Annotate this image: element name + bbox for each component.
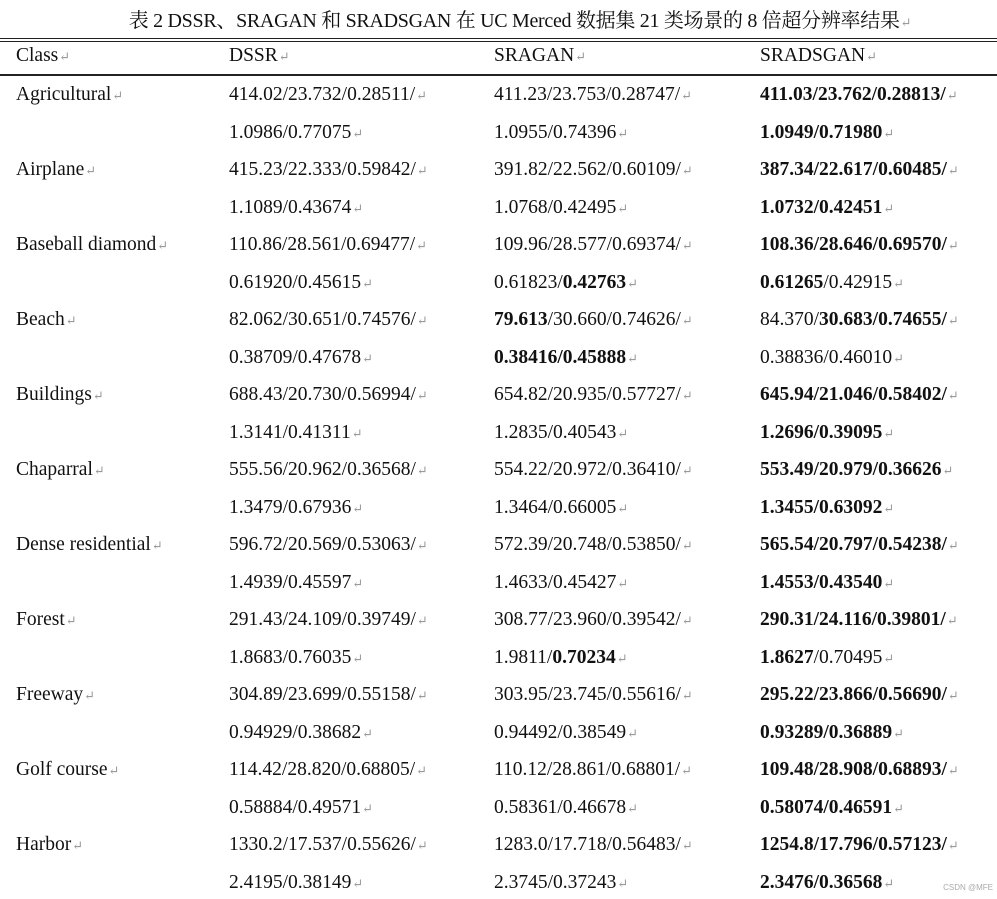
value: 411.23/23.753/0.28747/ [494, 84, 681, 105]
value: 110.86/28.561/0.69477/ [229, 234, 416, 255]
sragan-cell-line-1 [494, 84, 692, 106]
top-rule-double [0, 41, 997, 42]
value: /30.660/0.74626/ [547, 309, 681, 330]
value: 114.42/28.820/0.68805/ [229, 759, 416, 780]
value: /0.42915 [823, 271, 893, 293]
value: 391.82/22.562/0.60109/ [494, 159, 681, 180]
best-value: 1.4553/0.43540 [760, 571, 883, 593]
best-value: 1.0949/0.71980 [760, 121, 883, 143]
value: 1.2835/0.40543 [494, 421, 617, 443]
dssr-cell-line-2 [229, 572, 363, 594]
value: 0.58361/0.46678 [494, 796, 627, 818]
sradsgan-cell-line-2 [760, 347, 904, 369]
best-value: 565.54/20.797/0.54238/ [760, 534, 947, 555]
best-value: 1.0732/0.42451 [760, 196, 883, 218]
class-label: Golf course ↵ [16, 759, 119, 781]
dssr-cell-line-1 [229, 609, 428, 631]
watermark: CSDN @MFE [943, 883, 993, 892]
value: 1.8683/0.76035 [229, 646, 352, 668]
dssr-cell-line-1 [229, 159, 428, 181]
sragan-cell-line-1 [494, 534, 693, 556]
sradsgan-cell-line-2 [760, 722, 904, 744]
sradsgan-cell-line-1 [760, 309, 959, 331]
dssr-cell-line-2 [229, 272, 373, 294]
header-dssr: DSSR ↵ [229, 45, 290, 67]
header-rule [0, 74, 997, 76]
sradsgan-cell-line-1 [760, 684, 959, 706]
dssr-cell-line-2 [229, 197, 363, 219]
dssr-cell-line-2 [229, 422, 363, 444]
class-label: Buildings ↵ [16, 384, 104, 406]
sragan-cell-line-2 [494, 872, 628, 894]
sragan-cell-line-1 [494, 759, 692, 781]
value: 1.0955/0.74396 [494, 121, 617, 143]
sragan-cell-line-2 [494, 422, 628, 444]
sragan-cell-line-2 [494, 722, 638, 744]
best-value: 108.36/28.646/0.69570/ [760, 234, 947, 255]
class-label: Baseball diamond ↵ [16, 234, 168, 256]
best-value: 0.61265 [760, 271, 824, 293]
sradsgan-cell-line-2 [760, 272, 904, 294]
value: 304.89/23.699/0.55158/ [229, 684, 416, 705]
dssr-cell-line-1 [229, 759, 427, 781]
best-value: 0.93289/0.36889 [760, 721, 893, 743]
header-sragan: SRAGAN ↵ [494, 45, 586, 67]
best-value: 2.3476/0.36568 [760, 871, 883, 893]
best-value: 290.31/24.116/0.39801/ [760, 609, 946, 630]
value: 1283.0/17.718/0.56483/ [494, 834, 681, 855]
sragan-cell-line-1 [494, 609, 693, 631]
class-label: Beach ↵ [16, 309, 77, 331]
sradsgan-cell-line-2 [760, 497, 894, 519]
value: 414.02/23.732/0.28511/ [229, 84, 416, 105]
dssr-cell-line-2 [229, 122, 363, 144]
sradsgan-cell-line-1 [760, 459, 953, 481]
value: 84.370/ [760, 309, 820, 330]
dssr-cell-line-2 [229, 647, 363, 669]
sradsgan-cell-line-2 [760, 797, 904, 819]
sragan-cell-line-2 [494, 347, 638, 369]
best-value: 645.94/21.046/0.58402/ [760, 384, 947, 405]
sradsgan-cell-line-1 [760, 834, 959, 856]
class-label: Harbor ↵ [16, 834, 83, 856]
sradsgan-cell-line-2 [760, 122, 894, 144]
value: 2.3745/0.37243 [494, 871, 617, 893]
header-class: Class ↵ [16, 45, 70, 67]
sragan-cell-line-1 [494, 834, 693, 856]
value: 0.38836/0.46010 [760, 346, 893, 368]
value: 1.9811/ [494, 646, 553, 668]
dssr-cell-line-2 [229, 872, 363, 894]
dssr-cell-line-1 [229, 534, 428, 556]
value: 82.062/30.651/0.74576/ [229, 309, 416, 330]
sragan-cell-line-2 [494, 497, 628, 519]
best-value: 411.03/23.762/0.28813/ [760, 84, 946, 105]
value: 1.4633/0.45427 [494, 571, 617, 593]
value: 308.77/23.960/0.39542/ [494, 609, 681, 630]
sradsgan-cell-line-2 [760, 647, 894, 669]
value: 555.56/20.962/0.36568/ [229, 459, 416, 480]
sragan-cell-line-1 [494, 684, 693, 706]
sragan-cell-line-2 [494, 572, 628, 594]
dssr-cell-line-1 [229, 684, 428, 706]
sradsgan-cell-line-2 [760, 197, 894, 219]
dssr-cell-line-2 [229, 497, 363, 519]
header-sradsgan: SRADSGAN ↵ [760, 45, 877, 67]
value: 415.23/22.333/0.59842/ [229, 159, 416, 180]
sragan-cell-line-2 [494, 197, 628, 219]
sradsgan-cell-line-1 [760, 609, 958, 631]
value: 0.58884/0.49571 [229, 796, 362, 818]
class-label: Chaparral ↵ [16, 459, 105, 481]
class-label: Agricultural ↵ [16, 84, 123, 106]
sradsgan-cell-line-1 [760, 759, 959, 781]
best-value: 1254.8/17.796/0.57123/ [760, 834, 947, 855]
class-label: Freeway ↵ [16, 684, 95, 706]
dssr-cell-line-1 [229, 459, 428, 481]
sragan-cell-line-1 [494, 234, 693, 256]
sragan-cell-line-2 [494, 272, 638, 294]
best-value: 1.8627 [760, 646, 814, 668]
sradsgan-cell-line-1 [760, 84, 958, 106]
value: 0.38709/0.47678 [229, 346, 362, 368]
sradsgan-cell-line-2 [760, 422, 894, 444]
value: 688.43/20.730/0.56994/ [229, 384, 416, 405]
best-value: 387.34/22.617/0.60485/ [760, 159, 947, 180]
dssr-cell-line-2 [229, 347, 373, 369]
value: 1.4939/0.45597 [229, 571, 352, 593]
table-title: 表 2 DSSR、SRAGAN 和 SRADSGAN 在 UC Merced 数据集 21 类场景的 8 倍超分辨率结果 ↵ [0, 4, 997, 33]
value: 554.22/20.972/0.36410/ [494, 459, 681, 480]
value: 1330.2/17.537/0.55626/ [229, 834, 416, 855]
value: 1.0986/0.77075 [229, 121, 352, 143]
dssr-cell-line-1 [229, 234, 427, 256]
dssr-cell-line-1 [229, 384, 428, 406]
value: 110.12/28.861/0.68801/ [494, 759, 681, 780]
best-value: 0.58074/0.46591 [760, 796, 893, 818]
value: 303.95/23.745/0.55616/ [494, 684, 681, 705]
best-value: 79.613 [494, 309, 548, 330]
dssr-cell-line-1 [229, 309, 428, 331]
sradsgan-cell-line-1 [760, 159, 959, 181]
best-value: 0.70234 [552, 646, 616, 668]
sragan-cell-line-2 [494, 122, 628, 144]
best-value: 30.683/0.74655/ [819, 309, 947, 330]
best-value: 1.3455/0.63092 [760, 496, 883, 518]
value: 291.43/24.109/0.39749/ [229, 609, 416, 630]
sragan-cell-line-2 [494, 797, 638, 819]
sragan-cell-line-2 [494, 647, 628, 669]
best-value: 295.22/23.866/0.56690/ [760, 684, 947, 705]
value: 2.4195/0.38149 [229, 871, 352, 893]
sragan-cell-line-1 [494, 159, 693, 181]
best-value: 1.2696/0.39095 [760, 421, 883, 443]
top-rule [0, 38, 997, 39]
sradsgan-cell-line-1 [760, 534, 959, 556]
best-value: 109.48/28.908/0.68893/ [760, 759, 947, 780]
value: 1.3141/0.41311 [229, 421, 351, 443]
value: 0.61823/ [494, 271, 563, 293]
dssr-cell-line-1 [229, 84, 427, 106]
value: 0.61920/0.45615 [229, 271, 362, 293]
sradsgan-cell-line-2 [760, 572, 894, 594]
sragan-cell-line-1 [494, 384, 693, 406]
best-value: 0.42763 [562, 271, 627, 293]
sradsgan-cell-line-1 [760, 384, 959, 406]
value: 596.72/20.569/0.53063/ [229, 534, 416, 555]
value: 1.3464/0.66005 [494, 496, 617, 518]
class-label: Forest ↵ [16, 609, 77, 631]
dssr-cell-line-2 [229, 797, 373, 819]
dssr-cell-line-1 [229, 834, 428, 856]
value: 654.82/20.935/0.57727/ [494, 384, 681, 405]
value: 572.39/20.748/0.53850/ [494, 534, 681, 555]
value: 0.94492/0.38549 [494, 721, 627, 743]
best-value: 553.49/20.979/0.36626 [760, 459, 942, 480]
value: /0.70495 [813, 646, 883, 668]
class-label: Dense residential ↵ [16, 534, 163, 556]
sradsgan-cell-line-1 [760, 234, 959, 256]
value: 109.96/28.577/0.69374/ [494, 234, 681, 255]
sragan-cell-line-1 [494, 459, 693, 481]
value: 1.3479/0.67936 [229, 496, 352, 518]
best-value: 0.38416/0.45888 [494, 346, 627, 368]
sradsgan-cell-line-2 [760, 872, 894, 894]
class-label: Airplane ↵ [16, 159, 96, 181]
value: 1.0768/0.42495 [494, 196, 617, 218]
dssr-cell-line-2 [229, 722, 373, 744]
sragan-cell-line-1 [494, 309, 693, 331]
value: 1.1089/0.43674 [229, 196, 352, 218]
value: 0.94929/0.38682 [229, 721, 362, 743]
